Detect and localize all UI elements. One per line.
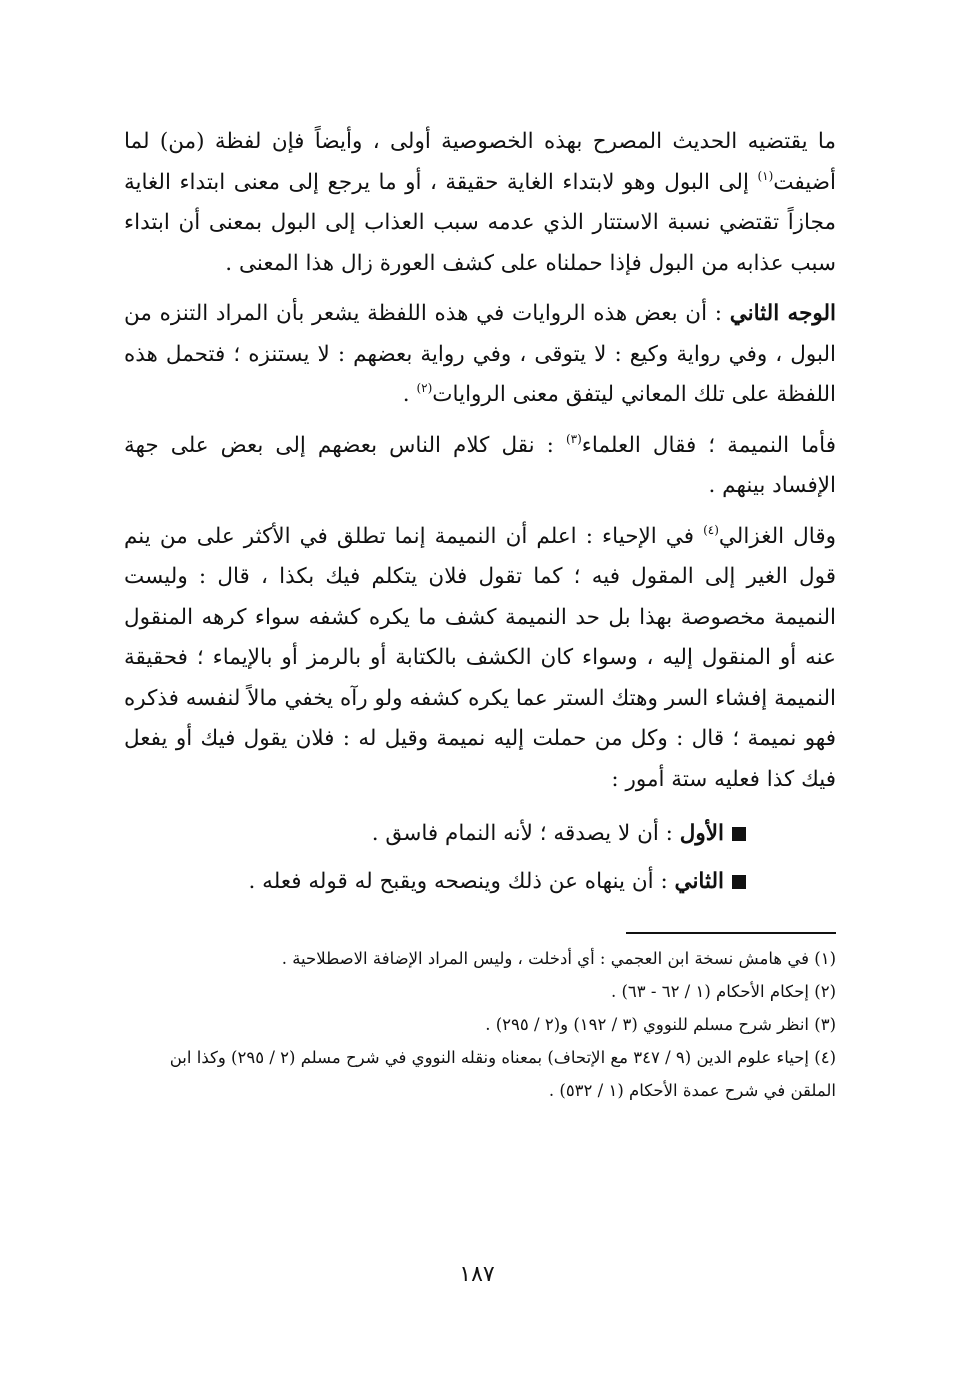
paragraph-1-text: ما يقتضيه الحديث المصرح بهذه الخصوصية أولى ، وأيضاً فإن لفظة (من) لما أضيفت [124,129,836,195]
paragraph-3 [124,426,836,507]
square-bullet-icon [732,875,746,889]
list-item [124,810,746,858]
footnote-ref-3[interactable]: (٣) [565,431,582,446]
paragraph-3-text: فأما النميمة ؛ فقال العلماء [581,432,836,458]
paragraph-2 [124,294,836,416]
paragraph-4-text: وقال الغزالي [718,523,836,549]
footnote-4: (٤) إحياء علوم الدين (٩ / ٣٤٧ مع الإتحاف) بمعناه ونقله النووي في شرح مسلم (٢ / ٢٩٥) وكذا ابن الملقن في شرح عمدة الأحكام (١ / ٥٣٢) . [169,1048,836,1100]
paragraph-3-text-rest: : نقل كلام الناس بعضهم إلى بعض على جهة الإفساد بينهم . [124,432,836,498]
paragraph-2-text: : أن بعض هذه الروايات في هذه اللفظة يشعر بأن المراد التنزه من البول ، وفي رواية وكيع : لا يتوقى ، وفي رواية بعضهم : لا يستنزه ؛ فتحمل هذه اللفظة على تلك المعاني ليتفق معنى الروايات [124,301,836,407]
footnote-ref-1[interactable]: (١) [757,168,774,183]
section-heading-second-aspect: الوجه الثاني [729,301,836,326]
footnote-3: (٣) انظر شرح مسلم للنووي (٣ / ١٩٢) و(٢ / ٢٩٥) . [485,1015,836,1034]
paragraph-2-end: . [402,382,417,407]
footnotes [124,942,836,1107]
footnote-1: (١) في هامش نسخة ابن العجمي : أي أدخلت ، وليس المراد الإضافة الاصطلاحية . [281,949,836,968]
paragraph-1-text-rest: إلى البول وهو لابتداء الغاية حقيقة ، أو ما يرجع إلى معنى ابتداء الغاية مجازاً تقتضي نسبة الاستتار الذي عدمه سبب العذاب إلى البول بمعنى أن ابتداء سبب عذابه من البول فإذا حملناه على كشف العورة زال هذا المعنى . [124,169,836,276]
list-item [124,858,746,906]
footnote-ref-4[interactable]: (٤) [703,522,719,537]
list-item-text: : أن ينهاه عن ذلك وينصحه ويقبح له قوله فعله . [248,869,675,894]
footnote-ref-2[interactable]: (٢) [416,381,433,395]
paragraph-4-text-rest: في الإحياء : اعلم أن النميمة إنما تطلق في الأكثر على من ينم قول الغير إلى المقول فيه ؛ كما تقول فلان يتكلم فيك بكذا ، قال : وليست النميمة مخصوصة بهذا بل حد النميمة كشف ما يكره كشفه سواء كرهه المنقول عنه أو المنقول إليه ، وسواء كان الكشف بالكتابة أو بالرمز أو بالإيماء ؛ فحقيقة النميمة إفشاء السر وهتك الستر عما يكره كشفه ولو رآه يخفي مالاً لنفسه فذكره فهو نميمة ؛ قال : وكل من حملت إليه نميمة وقيل له : فلان يقول فيك أو يفعل فيك كذا فعليه ستة أمور : [124,523,836,792]
paragraph-1 [124,122,836,284]
list-item-text: : أن لا يصدقه ؛ لأنه النمام فاسق . [371,821,680,846]
page-number: ١٨٧ [459,1262,495,1287]
list [124,810,836,906]
square-bullet-icon [732,827,746,841]
list-item-label: الثاني [674,869,724,894]
footnote-2: (٢) إحكام الأحكام (١ / ٦٢ - ٦٣) . [610,982,836,1001]
footnote-divider [626,932,836,934]
list-item-label: الأول [679,821,724,846]
paragraph-4 [124,517,836,801]
